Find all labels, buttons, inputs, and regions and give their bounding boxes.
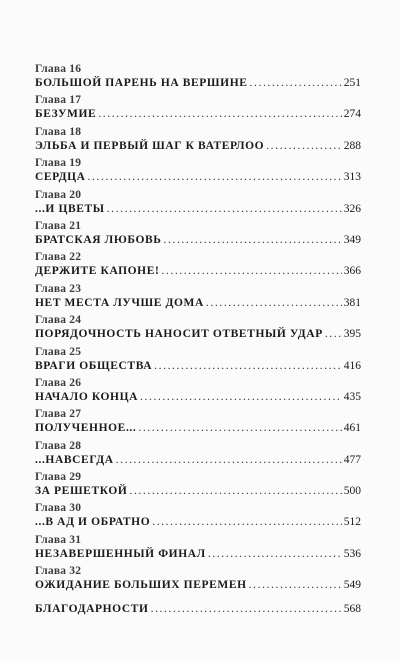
toc-entry-chapter-16 (35, 62, 361, 93)
chapter-number: Глава 32 (35, 565, 82, 578)
chapter-title: ...В АД И ОБРАТНО (35, 516, 151, 529)
page-number: 366 (343, 265, 361, 278)
dot-leader (266, 139, 342, 153)
dot-leader (208, 547, 342, 561)
chapter-number: Глава 16 (35, 63, 82, 75)
page-number: 435 (343, 390, 361, 403)
toc-entry-chapter-23 (35, 282, 361, 313)
chapter-number: Глава 29 (35, 471, 82, 484)
chapter-number: Глава 25 (35, 345, 82, 358)
chapter-title: ЗА РЕШЕТКОЙ (35, 485, 128, 498)
dot-leader (250, 76, 342, 90)
dot-leader (164, 233, 342, 247)
chapter-number: Глава 18 (35, 125, 82, 138)
page-number: 549 (343, 579, 361, 592)
toc-entry-chapter-26 (35, 376, 361, 407)
toc-entry-acknowledgements (35, 602, 361, 624)
toc-entry-chapter-21 (35, 219, 361, 250)
dot-leader (107, 202, 342, 216)
toc-entry-chapter-17 (35, 93, 361, 124)
page-number: 326 (343, 202, 361, 215)
toc-entry-chapter-32 (35, 564, 361, 595)
chapter-title: НАЧАЛО КОНЦА (35, 390, 139, 403)
toc-line (35, 170, 361, 184)
chapter-number: Глава 21 (35, 219, 82, 232)
chapter-title: НЕЗАВЕРШЕННЫЙ ФИНАЛ (35, 547, 206, 560)
chapter-title: ...НАВСЕГДА (35, 453, 114, 466)
chapter-number: Глава 19 (35, 157, 82, 170)
page-number: 251 (343, 77, 361, 89)
page-number: 381 (343, 296, 361, 309)
chapter-title: НЕТ МЕСТА ЛУЧШЕ ДОМА (35, 296, 204, 309)
dot-leader (116, 453, 342, 467)
table-of-contents (35, 62, 361, 624)
toc-line (35, 233, 361, 247)
toc-entry-chapter-25 (35, 345, 361, 376)
page-number: 416 (343, 359, 361, 372)
chapter-title: ...И ЦВЕТЫ (35, 202, 105, 215)
chapter-number: Глава 17 (35, 94, 82, 107)
chapter-title: БОЛЬШОЙ ПАРЕНЬ НА ВЕРШИНЕ (35, 77, 248, 89)
page-number: 512 (343, 516, 361, 529)
chapter-title: СЕРДЦА (35, 171, 86, 184)
dot-leader (154, 359, 342, 373)
toc-entry-chapter-28 (35, 439, 361, 470)
chapter-number: Глава 22 (35, 251, 82, 264)
chapter-number: Глава 31 (35, 533, 82, 546)
chapter-number: Глава 20 (35, 188, 82, 201)
dot-leader (88, 170, 342, 184)
toc-line (35, 359, 361, 373)
page-number: 288 (343, 139, 361, 152)
chapter-number: Глава 28 (35, 439, 82, 452)
page-number: 568 (343, 602, 361, 615)
toc-entry-chapter-22 (35, 250, 361, 281)
chapter-title: ПОЛУЧЕННОЕ... (35, 422, 137, 435)
toc-entry-chapter-27 (35, 407, 361, 438)
chapter-title: ЭЛЬБА И ПЕРВЫЙ ШАГ К ВАТЕРЛОО (35, 139, 265, 152)
dot-leader (140, 390, 342, 404)
toc-line (35, 515, 361, 529)
toc-entry-chapter-20 (35, 188, 361, 219)
page-number: 395 (343, 328, 361, 341)
toc-entry-chapter-19 (35, 156, 361, 187)
toc-line (35, 327, 361, 341)
dot-leader (98, 107, 341, 121)
chapter-title: ОЖИДАНИЕ БОЛЬШИХ ПЕРЕМЕН (35, 579, 247, 592)
page-number: 536 (343, 547, 361, 560)
page-number: 461 (343, 422, 361, 435)
page-number: 500 (343, 485, 361, 498)
toc-line (35, 453, 361, 467)
chapter-number: Глава 26 (35, 376, 82, 389)
chapter-number: Глава 23 (35, 282, 82, 295)
toc-line (35, 202, 361, 216)
chapter-number: Глава 27 (35, 408, 82, 421)
toc-entry-chapter-29 (35, 470, 361, 501)
toc-line (35, 602, 361, 616)
page-number: 313 (343, 171, 361, 184)
dot-leader (161, 264, 341, 278)
toc-line (35, 107, 361, 121)
toc-line (35, 390, 361, 404)
acknowledgements-title: БЛАГОДАРНОСТИ (35, 602, 149, 615)
toc-entry-chapter-18 (35, 125, 361, 156)
dot-leader (325, 327, 342, 341)
page-number: 349 (343, 233, 361, 246)
toc-line (35, 484, 361, 498)
toc-line (35, 76, 361, 90)
chapter-title: ВРАГИ ОБЩЕСТВА (35, 359, 153, 372)
page-number: 477 (343, 453, 361, 466)
page-number: 274 (343, 108, 361, 121)
dot-leader (151, 602, 342, 616)
toc-line (35, 421, 361, 435)
chapter-number: Глава 24 (35, 314, 82, 327)
dot-leader (129, 484, 341, 498)
dot-leader (249, 578, 342, 592)
chapter-title: БРАТСКАЯ ЛЮБОВЬ (35, 233, 162, 246)
toc-line (35, 139, 361, 153)
toc-line (35, 578, 361, 592)
toc-line (35, 547, 361, 561)
dot-leader (138, 421, 341, 435)
dot-leader (206, 296, 342, 310)
chapter-title: ПОРЯДОЧНОСТЬ НАНОСИТ ОТВЕТНЫЙ УДАР (35, 328, 323, 341)
toc-line (35, 296, 361, 310)
toc-entry-chapter-31 (35, 533, 361, 564)
toc-entry-chapter-24 (35, 313, 361, 344)
dot-leader (152, 515, 342, 529)
toc-line (35, 264, 361, 278)
chapter-number: Глава 30 (35, 502, 82, 515)
chapter-title: БЕЗУМИЕ (35, 108, 97, 121)
chapter-title: ДЕРЖИТЕ КАПОНЕ! (35, 265, 160, 278)
toc-entry-chapter-30 (35, 501, 361, 532)
